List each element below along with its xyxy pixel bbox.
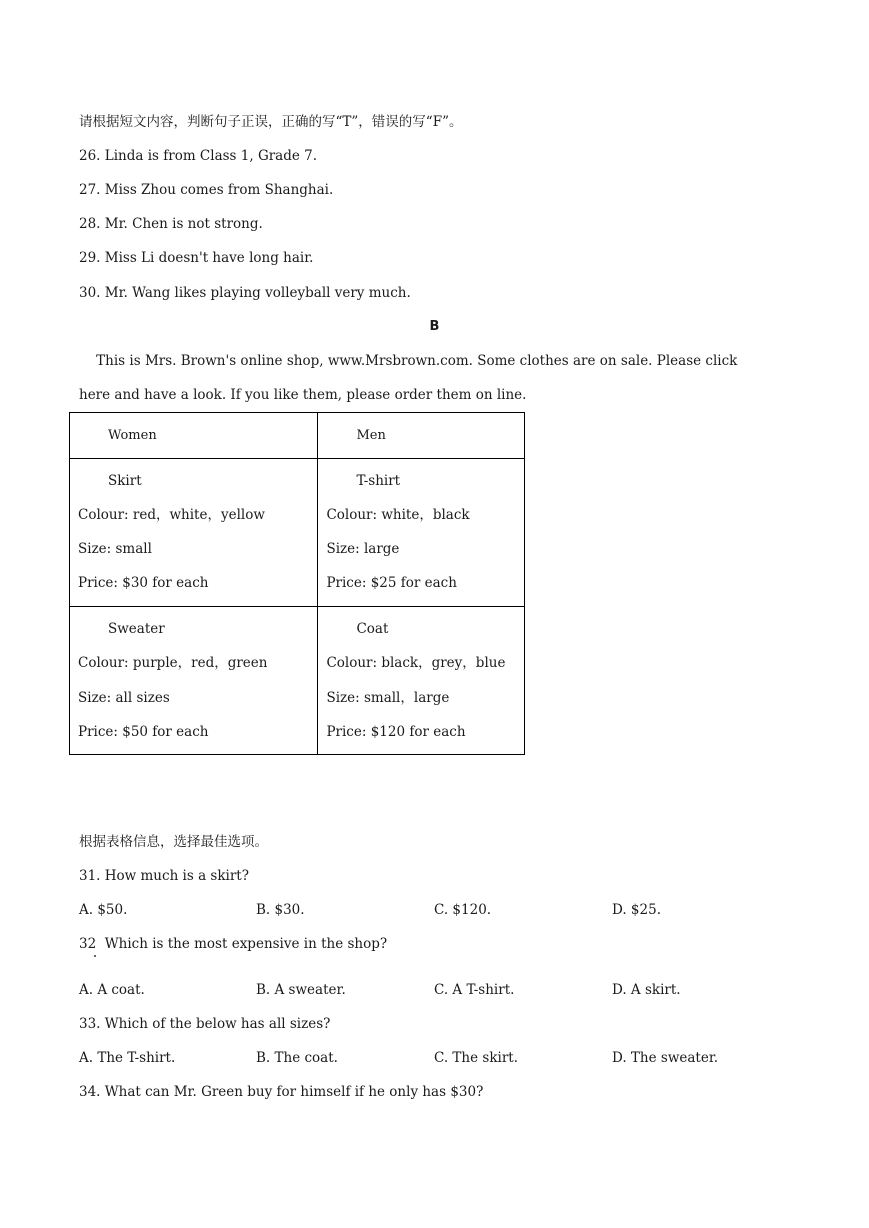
item-size: Size: large [326, 541, 400, 557]
cell-skirt [70, 459, 318, 607]
cell-sweater [70, 607, 318, 755]
item-name: Skirt [108, 473, 142, 489]
cell-coat [318, 607, 525, 755]
header-women-label: Women [108, 428, 157, 443]
statement-27: 27. Miss Zhou comes from Shanghai. [79, 182, 334, 198]
header-women [70, 413, 318, 459]
option-33-b: B. The coat. [256, 1050, 338, 1066]
item-size: Size: all sizes [78, 690, 170, 706]
item-name: T-shirt [356, 473, 401, 489]
option-31-d: D. $25. [612, 902, 661, 918]
item-colour: Colour: black，grey，blue [326, 655, 506, 671]
statement-29: 29. Miss Li doesn't have long hair. [79, 250, 314, 266]
item-size: Size: small，large [326, 690, 450, 706]
option-32-b: B. A sweater. [256, 982, 346, 998]
section-a-instruction: 请根据短文内容，判断句子正误，正确的写“T”，错误的写“F”。 [79, 114, 463, 130]
option-31-b: B. $30. [256, 902, 305, 918]
option-32-a: A. A coat. [79, 982, 145, 998]
clothes-table [69, 412, 525, 755]
option-33-d: D. The sweater. [612, 1050, 719, 1066]
item-name: Coat [356, 621, 389, 637]
section-b-label: B [429, 319, 440, 334]
header-men-label: Men [356, 428, 386, 443]
intro-line-2: here and have a look. If you like them, please order them on line. [79, 387, 527, 403]
intro-line-1: This is Mrs. Brown's online shop, www.Mrsbrown.com. Some clothes are on sale. Please click [79, 353, 738, 369]
option-31-c: C. $120. [434, 902, 492, 918]
item-price: Price: $50 for each [78, 724, 209, 740]
cell-tshirt [318, 459, 525, 607]
option-33-c: C. The skirt. [434, 1050, 519, 1066]
table-row [70, 459, 525, 607]
option-32-c: C. A T-shirt. [434, 982, 515, 998]
option-33-a: A. The T-shirt. [79, 1050, 176, 1066]
item-price: Price: $25 for each [326, 575, 457, 591]
table-row [70, 607, 525, 755]
option-32-d: D. A skirt. [612, 982, 681, 998]
item-colour: Colour: white，black [326, 507, 470, 523]
item-name: Sweater [108, 621, 165, 637]
item-price: Price: $120 for each [326, 724, 466, 740]
question-32: 32 Which is the most expensive in the shop? [79, 936, 388, 952]
question-34: 34. What can Mr. Green buy for himself if he only has $30? [79, 1084, 484, 1100]
item-colour: Colour: red，white，yellow [78, 507, 265, 523]
item-price: Price: $30 for each [78, 575, 209, 591]
statement-26: 26. Linda is from Class 1, Grade 7. [79, 148, 318, 164]
statement-28: 28. Mr. Chen is not strong. [79, 216, 263, 232]
item-colour: Colour: purple，red，green [78, 655, 268, 671]
statement-30: 30. Mr. Wang likes playing volleyball very much. [79, 285, 411, 301]
item-size: Size: small [78, 541, 152, 557]
table-header-row [70, 413, 525, 459]
option-31-a: A. $50. [79, 902, 128, 918]
question-31: 31. How much is a skirt? [79, 868, 249, 884]
header-men [318, 413, 525, 459]
section-b-instruction: 根据表格信息，选择最佳选项。 [79, 834, 268, 850]
question-33: 33. Which of the below has all sizes? [79, 1016, 331, 1032]
stray-dot [94, 955, 96, 957]
